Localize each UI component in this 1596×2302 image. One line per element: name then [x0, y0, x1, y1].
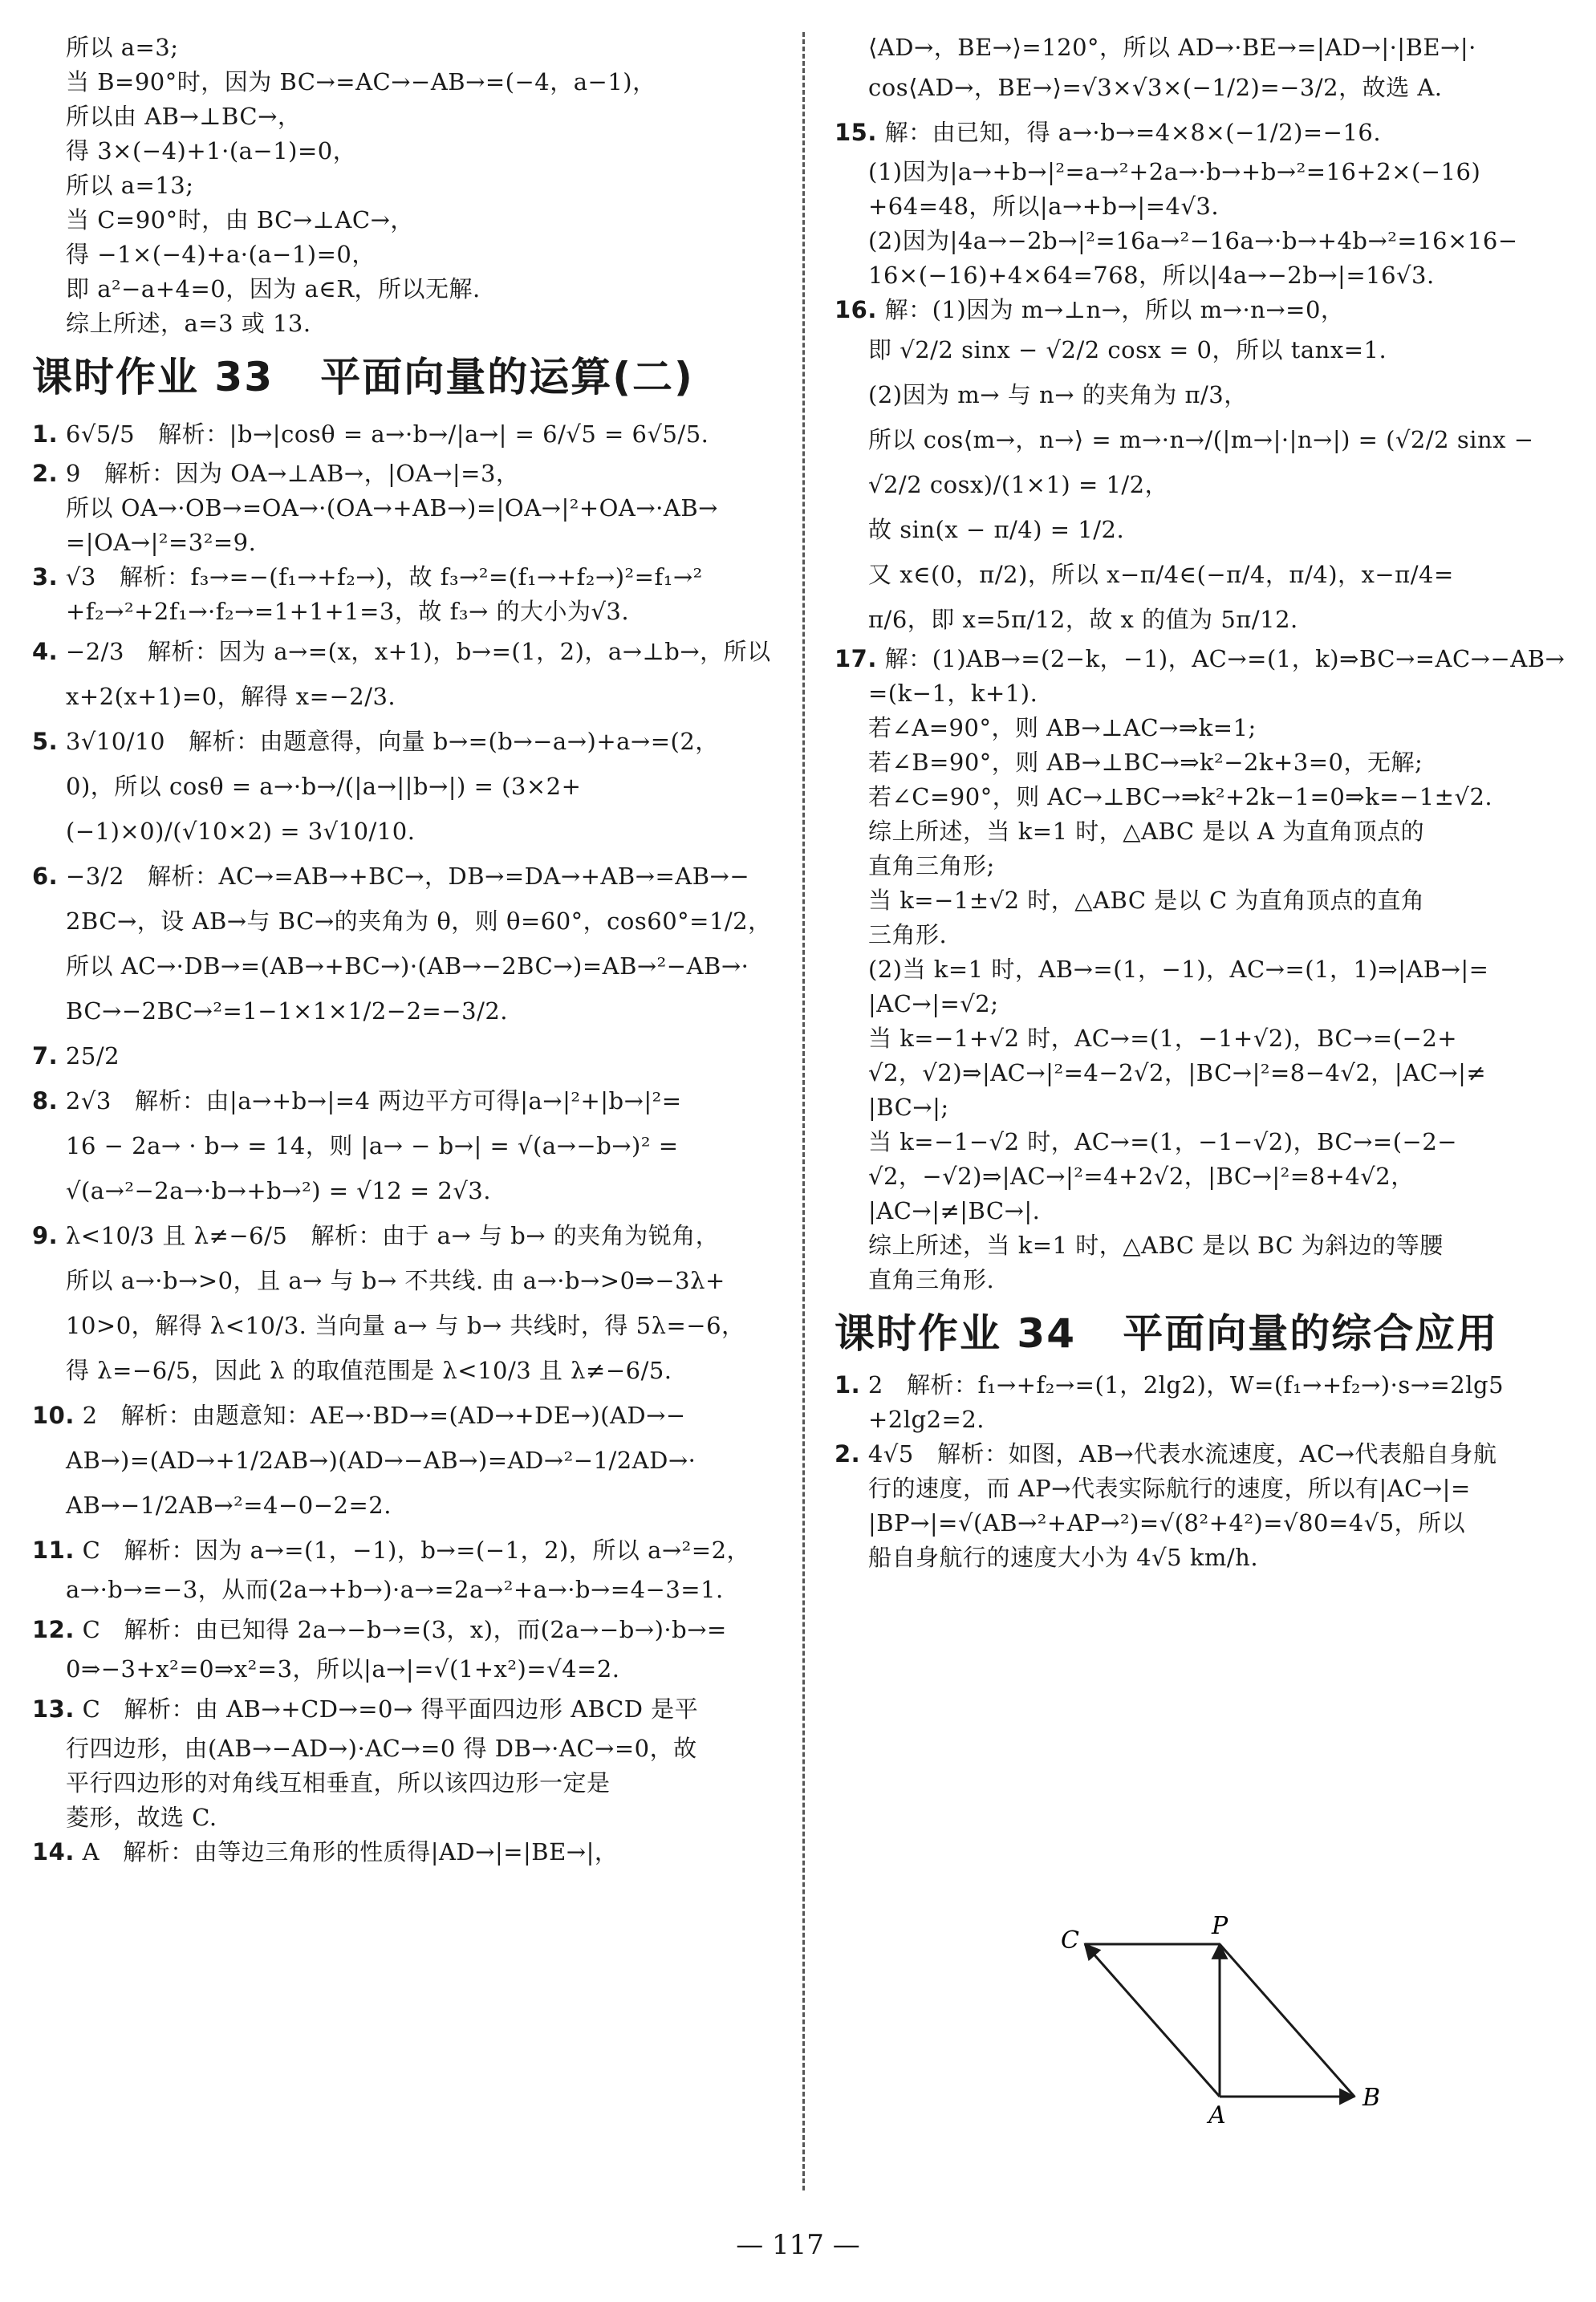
answer-text: 直角三角形;: [868, 852, 995, 879]
answer-text: AB→−1/2AB→²=4−0−2=2.: [66, 1492, 392, 1519]
answer-text: 综上所述，当 k=1 时，△ABC 是以 A 为直角顶点的: [868, 818, 1425, 845]
item-33-10: [32, 1393, 778, 1528]
item-33-14-cont: [835, 30, 1573, 110]
item-33-7: [32, 1033, 778, 1078]
item-33-11: [32, 1528, 778, 1607]
text-line: 所以 a=13;: [66, 172, 194, 199]
parallelogram-figure: [1043, 1916, 1412, 2125]
item-33-17: [835, 642, 1573, 1297]
answer-text: 当 k=−1−√2 时，AC→=(1，−1−√2)，BC→=(−2−: [868, 1128, 1458, 1155]
vector-ac: [1085, 1944, 1220, 2097]
answer-text: 解：(1)AB→=(2−k，−1)，AC→=(1，k)⇒BC→=AC→−AB→: [884, 645, 1566, 672]
answer-text: √2，−√2)⇒|AC→|²=4+2√2，|BC→|²=8+4√2，: [868, 1163, 1415, 1190]
answer-text: 得 λ=−6/5，因此 λ 的取值范围是 λ<10/3 且 λ≠−6/5.: [66, 1357, 672, 1384]
answer-text: 2BC→，设 AB→与 BC→的夹角为 θ，则 θ=60°，cos60°=1/2，: [66, 907, 772, 935]
item-number: 12.: [32, 1616, 75, 1643]
section-heading-33: 课时作业 33 平面向量的运算(二): [32, 354, 694, 400]
page-number: — 117 —: [736, 2229, 860, 2261]
item-33-4: [32, 629, 778, 719]
answer-text: λ<10/3 且 λ≠−6/5 解析：由于 a→ 与 b→ 的夹角为锐角，: [65, 1222, 720, 1249]
right-column: [835, 30, 1573, 1575]
item-34-1: [835, 1368, 1573, 1437]
item-number: 5.: [32, 728, 59, 755]
answer-text: A 解析：由等边三角形的性质得|AD→|=|BE→|，: [82, 1838, 619, 1866]
text-line: 所以 a=3;: [66, 34, 179, 61]
item-number: 15.: [835, 119, 877, 146]
answer-text: ⟨AD→，BE→⟩=120°，所以 AD→·BE→=|AD→|·|BE→|·: [868, 34, 1476, 61]
item-number: 7.: [32, 1042, 59, 1070]
item-number: 1.: [835, 1371, 861, 1399]
item-number: 13.: [32, 1695, 75, 1723]
answer-text: 2√3 解析：由|a→+b→|=4 两边平方可得|a→|²+|b→|²=: [65, 1087, 682, 1114]
answer-text: √(a→²−2a→·b→+b→²) = √12 = 2√3.: [66, 1177, 491, 1204]
answer-text: 解：(1)因为 m→⊥n→，所以 m→·n→=0，: [884, 296, 1345, 323]
item-33-2: [32, 457, 778, 560]
answer-text: x+2(x+1)=0，解得 x=−2/3.: [66, 683, 396, 710]
text-line: 得 3×(−4)+1·(a−1)=0，: [66, 137, 357, 164]
answer-text: 平行四边形的对角线互相垂直，所以该四边形一定是: [66, 1769, 611, 1797]
answer-text: 综上所述，当 k=1 时，△ABC 是以 BC 为斜边的等腰: [868, 1232, 1444, 1259]
answer-text: C 解析：由已知得 2a→−b→=(3，x)，而(2a→−b→)·b→=: [82, 1616, 727, 1643]
answer-text: 又 x∈(0，π/2)，所以 x−π/4∈(−π/4，π/4)，x−π/4=: [868, 561, 1454, 588]
label-a: A: [1208, 2101, 1226, 2125]
answer-text: 所以 AC→·DB→=(AB→+BC→)·(AB→−2BC→)=AB→²−AB→·: [66, 952, 749, 980]
answer-text: C 解析：由 AB→+CD→=0→ 得平面四边形 ABCD 是平: [82, 1695, 699, 1723]
text-line: 当 C=90°时，由 BC→⊥AC→，: [66, 206, 414, 233]
answer-text: 菱形，故选 C.: [66, 1804, 217, 1831]
item-number: 1.: [32, 420, 59, 448]
answer-text: 解：由已知，得 a→·b→=4×8×(−1/2)=−16.: [884, 119, 1382, 146]
item-33-9: [32, 1213, 778, 1393]
answer-text: 6√5/5 解析：|b→|cosθ = a→·b→/|a→| = 6/√5 = 6√5/5.: [65, 420, 709, 448]
segment-pb: [1220, 1944, 1354, 2097]
item-number: 3.: [32, 563, 59, 591]
answer-text: +64=48，所以|a→+b→|=4√3.: [868, 193, 1220, 220]
label-b: B: [1362, 2084, 1381, 2112]
text-line: 当 B=90°时，因为 BC→=AC→−AB→=(−4，a−1)，: [66, 68, 656, 95]
item-number: 2.: [32, 460, 59, 487]
answer-text: π/6，即 x=5π/12，故 x 的值为 5π/12.: [868, 606, 1298, 633]
item-number: 11.: [32, 1537, 75, 1564]
answer-text: AB→)=(AD→+1/2AB→)(AD→−AB→)=AD→²−1/2AD→·: [66, 1447, 696, 1474]
label-c: C: [1061, 1926, 1079, 1955]
answer-text: 当 k=−1±√2 时，△ABC 是以 C 为直角顶点的直角: [868, 887, 1425, 914]
answer-text: 若∠C=90°，则 AC→⊥BC→⇒k²+2k−1=0⇒k=−1±√2.: [868, 783, 1493, 810]
text-line: 即 a²−a+4=0，因为 a∈R，所以无解.: [66, 275, 481, 302]
item-number: 17.: [835, 645, 877, 672]
item-34-2: [835, 1437, 1573, 1575]
text-line: 得 −1×(−4)+a·(a−1)=0，: [66, 241, 376, 268]
answer-text: 三角形.: [868, 921, 948, 948]
answer-text: 16 − 2a→ · b→ = 14，则 |a→ − b→| = √(a→−b→)² =: [66, 1132, 679, 1159]
item-33-5: [32, 719, 778, 854]
answer-text: 10>0，解得 λ<10/3. 当向量 a→ 与 b→ 共线时，得 5λ=−6，: [66, 1312, 745, 1339]
answer-text: 2 解析：f₁→+f₂→=(1，2lg2)，W=(f₁→+f₂→)·s→=2lg5: [867, 1371, 1505, 1399]
answer-text: 25/2: [65, 1042, 120, 1070]
answer-text: 若∠B=90°，则 AB→⊥BC→⇒k²−2k+3=0，无解;: [868, 749, 1423, 776]
answer-text: 4√5 解析：如图，AB→代表水流速度，AC→代表船自身航: [867, 1440, 1497, 1468]
item-number: 4.: [32, 638, 59, 665]
answer-text: 即 √2/2 sinx − √2/2 cosx = 0，所以 tanx=1.: [868, 336, 1387, 363]
item-33-1: [32, 412, 778, 457]
answer-text: 3√10/10 解析：由题意得，向量 b→=(b→−a→)+a→=(2，: [65, 728, 719, 755]
answer-text: |AC→|=√2;: [868, 990, 999, 1017]
item-number: 8.: [32, 1087, 59, 1114]
answer-text: 9 解析：因为 OA→⊥AB→，|OA→|=3，: [65, 460, 520, 487]
item-number: 10.: [32, 1402, 75, 1429]
answer-text: 故 sin(x − π/4) = 1/2.: [868, 516, 1125, 543]
item-33-3: [32, 560, 778, 629]
answer-text: 0)，所以 cosθ = a→·b→/(|a→||b→|) = (3×2+(−1)×0)/(√10×2) = 3√10/10.: [66, 773, 582, 845]
left-column: [32, 30, 778, 1870]
answer-text: (1)因为|a→+b→|²=a→²+2a→·b→+b→²=16+2×(−16): [868, 158, 1481, 185]
answer-text: |BC→|;: [868, 1094, 949, 1121]
answer-text: 行四边形，由(AB→−AD→)·AC→=0 得 DB→·AC→=0，故: [66, 1735, 697, 1762]
answer-text: 所以 OA→·OB→=OA→·(OA→+AB→)=|OA→|²+OA→·AB→: [66, 494, 718, 522]
item-33-13: [32, 1687, 778, 1835]
item-number: 6.: [32, 863, 59, 890]
answer-text: (2)因为 m→ 与 n→ 的夹角为 π/3，: [868, 381, 1248, 408]
answer-text: 0⇒−3+x²=0⇒x²=3，所以|a→|=√(1+x²)=√4=2.: [66, 1655, 620, 1683]
column-divider: [802, 32, 805, 2190]
answer-text: |BP→|=√(AB→²+AP→²)=√(8²+4²)=√80=4√5，所以: [868, 1509, 1466, 1537]
answer-text: a→·b→=−3，从而(2a→+b→)·a→=2a→²+a→·b→=4−3=1.: [66, 1576, 724, 1603]
answer-text: C 解析：因为 a→=(1，−1)，b→=(−1，2)，所以 a→²=2，: [82, 1537, 751, 1564]
answer-text: 若∠A=90°，则 AB→⊥AC→⇒k=1;: [868, 714, 1257, 741]
item-number: 16.: [835, 296, 877, 323]
answer-text: 所以 cos⟨m→，n→⟩ = m→·n→/(|m→|·|n→|) = (√2/2 sinx − √2/2 cosx)/(1×1) = 1/2，: [868, 426, 1542, 498]
answer-text: 船自身航行的速度大小为 4√5 km/h.: [868, 1544, 1259, 1571]
answer-text: 行的速度，而 AP→代表实际航行的速度，所以有|AC→|=: [868, 1475, 1471, 1502]
item-number: 9.: [32, 1222, 59, 1249]
answer-text: −3/2 解析：AC→=AB→+BC→，DB→=DA→+AB→=AB→−: [65, 863, 750, 890]
text-line: 综上所述，a=3 或 13.: [66, 310, 311, 337]
answer-text: 2 解析：由题意知：AE→·BD→=(AD→+DE→)(AD→−: [82, 1402, 686, 1429]
item-33-15: [835, 110, 1573, 293]
item-33-14: [32, 1835, 778, 1870]
answer-text: √3 解析：f₃→=−(f₁→+f₂→)，故 f₃→²=(f₁→+f₂→)²=f₁→²: [65, 563, 703, 591]
section-heading-34: 课时作业 34 平面向量的综合应用: [835, 1310, 1499, 1357]
answer-text: =|OA→|²=3²=9.: [66, 529, 257, 556]
answer-text: BC→−2BC→²=1−1×1×1/2−2=−3/2.: [66, 997, 509, 1025]
answer-text: 所以 a→·b→>0，且 a→ 与 b→ 不共线. 由 a→·b→>0⇒−3λ+: [66, 1267, 725, 1294]
item-number: 14.: [32, 1838, 75, 1866]
answer-text: +2lg2=2.: [868, 1406, 985, 1433]
item-33-8: [32, 1078, 778, 1213]
answer-text: cos⟨AD→，BE→⟩=√3×√3×(−1/2)=−3/2，故选 A.: [868, 74, 1443, 101]
answer-text: 16×(−16)+4×64=768，所以|4a→−2b→|=16√3.: [868, 262, 1435, 289]
item-33-16: [835, 293, 1573, 642]
answer-text: √2，√2)⇒|AC→|²=4−2√2，|BC→|²=8−4√2，|AC→|≠: [868, 1059, 1487, 1086]
item-33-6: [32, 854, 778, 1033]
answer-text: (2)因为|4a→−2b→|²=16a→²−16a→·b→+4b→²=16×16−: [868, 227, 1518, 254]
answer-text: 直角三角形.: [868, 1266, 995, 1293]
answer-text: −2/3 解析：因为 a→=(x，x+1)，b→=(1，2)，a→⊥b→，所以: [65, 638, 771, 665]
answer-text: 当 k=−1+√2 时，AC→=(1，−1+√2)，BC→=(−2+: [868, 1025, 1458, 1052]
label-p: P: [1212, 1916, 1228, 1940]
item-number: 2.: [835, 1440, 861, 1468]
item-33-12: [32, 1607, 778, 1687]
text-line: 所以由 AB→⊥BC→，: [66, 103, 302, 130]
answer-text: |AC→|≠|BC→|.: [868, 1197, 1041, 1224]
answer-text: =(k−1，k+1).: [868, 680, 1038, 707]
answer-text: +f₂→²+2f₁→·f₂→=1+1+1=3，故 f₃→ 的大小为√3.: [66, 598, 630, 625]
intro-block: [32, 30, 778, 341]
answer-text: (2)当 k=1 时，AB→=(1，−1)，AC→=(1，1)⇒|AB→|=: [868, 956, 1489, 983]
